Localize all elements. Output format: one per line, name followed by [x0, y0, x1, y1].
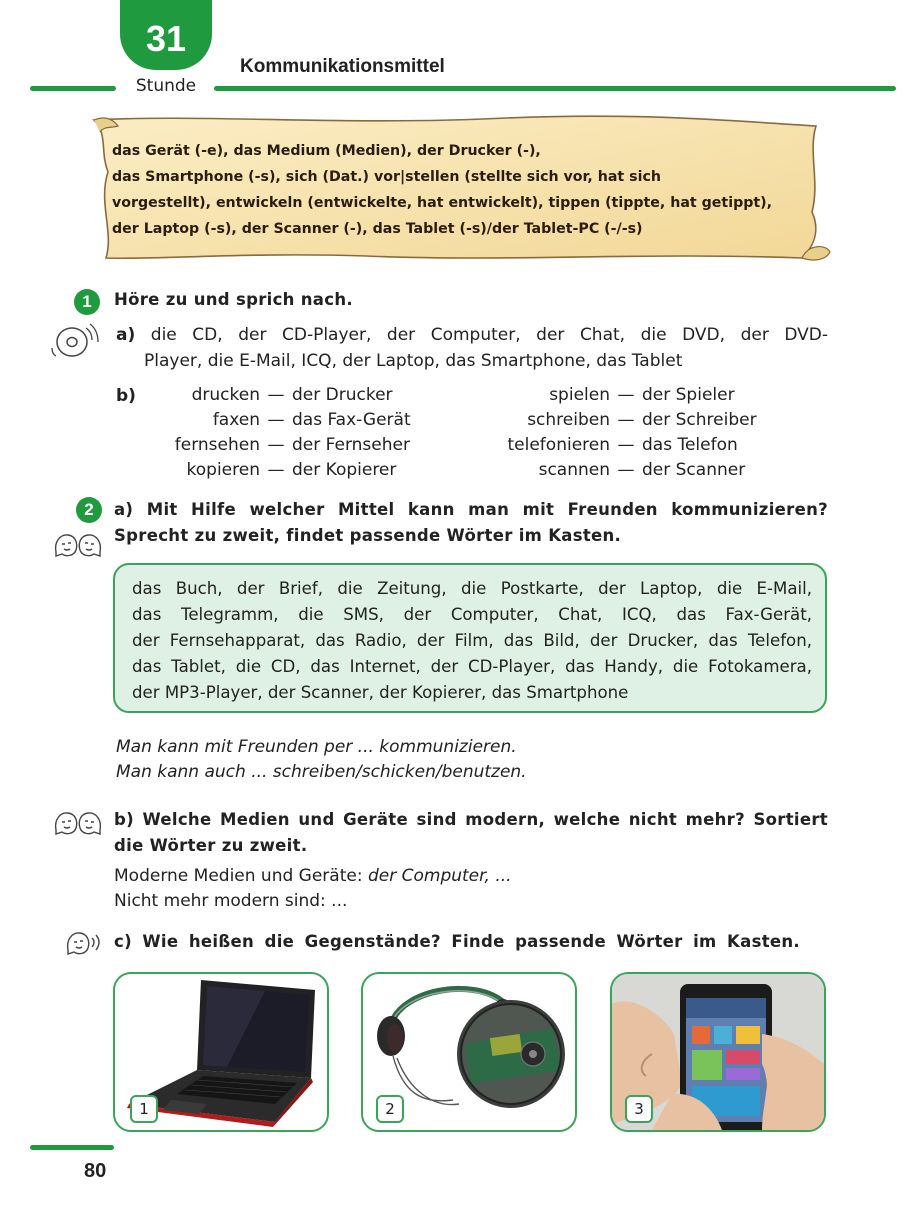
exercise-2b-heading-line1: b) Welche Medien und Geräte sind modern, welche nicht mehr? Sortiert	[114, 810, 828, 829]
cd-icon	[50, 322, 100, 362]
lesson-number: 31	[145, 18, 187, 59]
word-pair	[470, 458, 757, 483]
word-box-line: das Tablet, die CD, das Internet, der CD-Player, das Handy, die Fotokamera,	[132, 657, 812, 676]
verb: telefonieren	[507, 435, 610, 455]
word-pair	[470, 408, 757, 433]
word-pairs-left	[140, 383, 411, 483]
word-pairs-right	[470, 383, 757, 483]
vocab-list	[112, 138, 792, 242]
vocab-line: das Smartphone (-s), sich (Dat.) vor|stellen (stellte sich vor, hat sich	[112, 169, 661, 185]
verb: spielen	[549, 385, 610, 405]
noun: der Drucker	[292, 385, 393, 405]
word-box-line: das Buch, der Brief, die Zeitung, die Postkarte, der Laptop, die E-Mail,	[132, 579, 812, 598]
word-box-line: der Fernsehapparat, das Radio, der Film, das Bild, der Drucker, das Telefon,	[132, 631, 812, 650]
vocab-line: das Gerät (-e), das Medium (Medien), der Drucker (-),	[112, 143, 541, 159]
noun: der Fernseher	[292, 435, 410, 455]
verb: faxen	[212, 410, 260, 430]
example-phrases	[116, 735, 527, 785]
verb: fernsehen	[174, 435, 260, 455]
footer-rule	[30, 1145, 114, 1150]
exercise-2b-heading-line2: die Wörter zu zweit.	[114, 836, 308, 855]
word-pair	[470, 433, 757, 458]
sorting-prompts	[114, 864, 512, 914]
header-rule-right	[214, 86, 896, 91]
word-pair	[140, 433, 411, 458]
word-pair	[140, 383, 411, 408]
not-modern-line: Nicht mehr modern sind: ...	[114, 891, 348, 911]
dash: —	[617, 435, 635, 455]
verb: kopieren	[186, 460, 260, 480]
word-list: die CD, der CD-Player, der Computer, der Chat, die DVD, der DVD-	[150, 325, 829, 345]
dash: —	[617, 460, 635, 480]
lesson-label: Stunde	[135, 76, 197, 96]
modern-label: Moderne Medien und Geräte:	[114, 866, 368, 886]
pair-work-icon	[52, 530, 104, 560]
dash: —	[267, 460, 285, 480]
word-pair	[140, 458, 411, 483]
word-list: Player, die E-Mail, ICQ, der Laptop, das Smartphone, das Tablet	[144, 351, 683, 371]
dash: —	[617, 385, 635, 405]
modern-example: der Computer, ...	[367, 866, 512, 886]
vocab-line: vorgestellt), entwickeln (entwickelte, hat entwickelt), tippen (tippte, hat getippt),	[112, 195, 773, 211]
pair-work-icon	[52, 808, 104, 838]
exercise-1a	[116, 322, 828, 374]
word-pair	[140, 408, 411, 433]
phrase: Man kann mit Freunden per ... kommunizieren.	[116, 737, 517, 757]
word-box-line: der MP3-Player, der Scanner, der Kopierer, das Smartphone	[132, 683, 629, 702]
noun: der Kopierer	[292, 460, 397, 480]
picture-number: 1	[130, 1095, 158, 1123]
verb: drucken	[191, 385, 260, 405]
dash: —	[617, 410, 635, 430]
picture-number: 3	[625, 1095, 653, 1123]
header-rule-left	[30, 86, 116, 91]
noun: der Schreiber	[642, 410, 757, 430]
page-number: 80	[84, 1160, 107, 1182]
exercise-2a-heading-line1: a) Mit Hilfe welcher Mittel kann man mit Freunden kommunizieren?	[114, 500, 828, 519]
exercise-2c-heading: c) Wie heißen die Gegenstände? Finde passende Wörter im Kasten.	[114, 932, 800, 951]
exercise-number: 1	[74, 289, 100, 315]
noun: der Scanner	[642, 460, 746, 480]
noun: der Spieler	[642, 385, 735, 405]
page-title: Kommunikationsmittel	[240, 56, 445, 77]
word-pair	[470, 383, 757, 408]
word-box-line: das Telegramm, die SMS, der Computer, Chat, ICQ, das Fax-Gerät,	[132, 605, 812, 624]
noun: das Telefon	[642, 435, 738, 455]
dash: —	[267, 410, 285, 430]
modern-line	[114, 864, 512, 889]
listen-speak-icon	[64, 928, 102, 958]
noun: das Fax-Gerät	[292, 410, 411, 430]
vocab-line: der Laptop (-s), der Scanner (-), das Tablet (-s)/der Tablet-PC (-/-s)	[112, 221, 643, 237]
dash: —	[267, 435, 285, 455]
exercise-heading: Höre zu und sprich nach.	[114, 290, 353, 309]
item-label: a)	[116, 325, 136, 345]
word-box-text	[132, 576, 812, 706]
verb: schreiben	[527, 410, 610, 430]
item-label: b)	[116, 386, 136, 406]
phrase: Man kann auch ... schreiben/schicken/benutzen.	[116, 762, 527, 782]
exercise-2a-heading-line2: Sprecht zu zweit, findet passende Wörter im Kasten.	[114, 526, 622, 545]
verb: scannen	[538, 460, 610, 480]
picture-number: 2	[376, 1095, 404, 1123]
dash: —	[267, 385, 285, 405]
exercise-number: 2	[76, 497, 102, 523]
